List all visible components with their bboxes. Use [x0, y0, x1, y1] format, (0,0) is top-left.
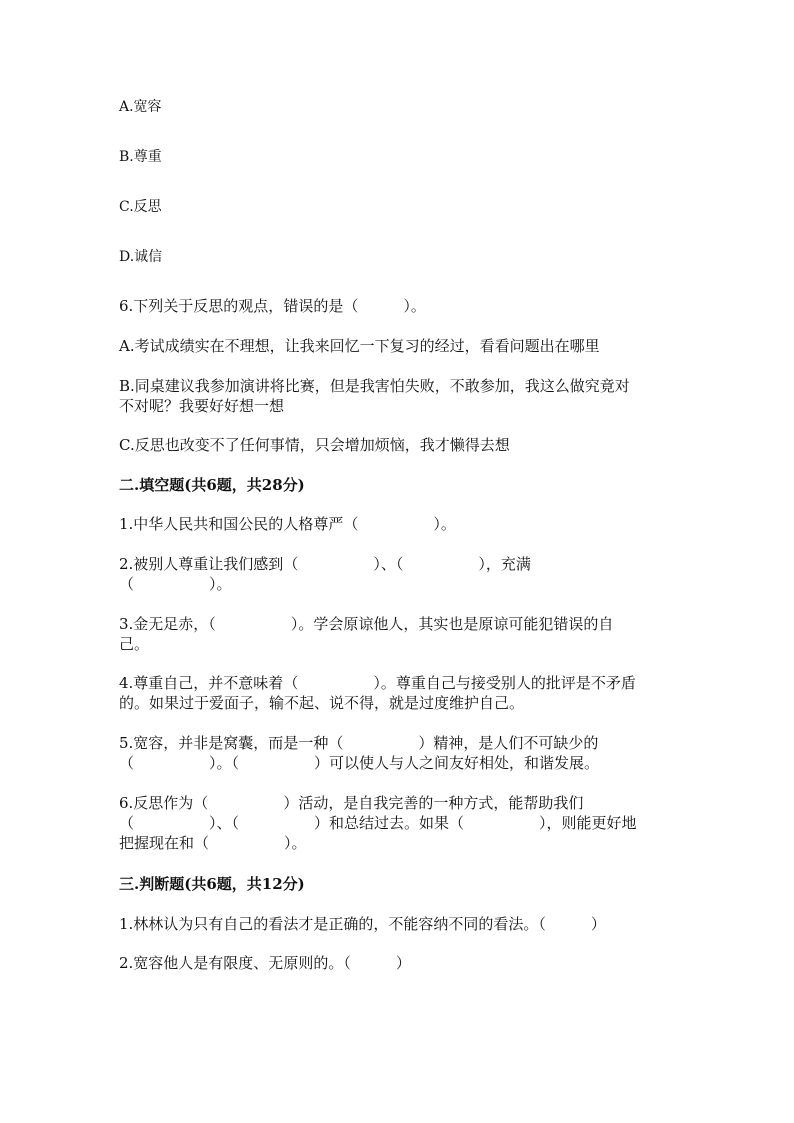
fill-question-6: 6.反思作为（ ）活动，是自我完善的一种方式，能帮助我们: [119, 794, 584, 812]
fill-question-3-cont: 己。: [119, 635, 150, 653]
fill-question-5-cont: （ ）。（ ）可以使人与人之间友好相处，和谐发展。: [119, 754, 600, 772]
fill-question-6-cont2: 把握现在和（ ）。: [119, 834, 307, 852]
fill-question-6-cont: （ ）、（ ）和总结过去。如果（ ），则能更好地: [119, 814, 637, 832]
question-6-stem: 6.下列关于反思的观点，错误的是（ ）。: [119, 297, 426, 315]
option-c: C.反思: [119, 199, 162, 215]
fill-question-5: 5.宽容，并非是窝囊，而是一种（ ）精神，是人们不可缺少的: [119, 734, 599, 752]
question-6-option-b: B.同桌建议我参加演讲将比赛，但是我害怕失败，不敢参加，我这么做究竟对: [119, 377, 630, 395]
fill-question-3: 3.金无足赤，（ ）。学会原谅他人，其实也是原谅可能犯错误的自: [119, 615, 614, 633]
section-2-heading: 二.填空题(共6题，共28分): [119, 476, 305, 494]
fill-question-2-cont: （ ）。: [119, 575, 232, 593]
option-b: B.尊重: [119, 149, 162, 165]
fill-question-4-cont: 的。如果过于爱面子，输不起、说不得，就是过度维护自己。: [119, 694, 525, 712]
fill-question-2: 2.被别人尊重让我们感到（ ）、（ ），充满: [119, 555, 531, 573]
fill-question-1: 1.中华人民共和国公民的人格尊严（ ）。: [119, 515, 456, 533]
option-a: A.宽容: [119, 99, 162, 115]
judge-question-1: 1.林林认为只有自己的看法才是正确的，不能容纳不同的看法。（ ）: [119, 915, 606, 933]
option-d: D.诚信: [119, 249, 163, 265]
fill-question-4: 4.尊重自己，并不意味着（ ）。尊重自己与接受别人的批评是不矛盾: [119, 674, 636, 692]
question-6-option-c: C.反思也改变不了任何事情，只会增加烦恼，我才懒得去想: [119, 436, 510, 454]
question-6-option-b-cont: 不对呢？我要好好想一想: [119, 397, 285, 415]
question-6-option-a: A.考试成绩实在不理想，让我来回忆一下复习的经过，看看问题出在哪里: [119, 337, 600, 355]
section-3-heading: 三.判断题(共6题，共12分): [119, 875, 305, 893]
judge-question-2: 2.宽容他人是有限度、无原则的。（ ）: [119, 954, 411, 972]
